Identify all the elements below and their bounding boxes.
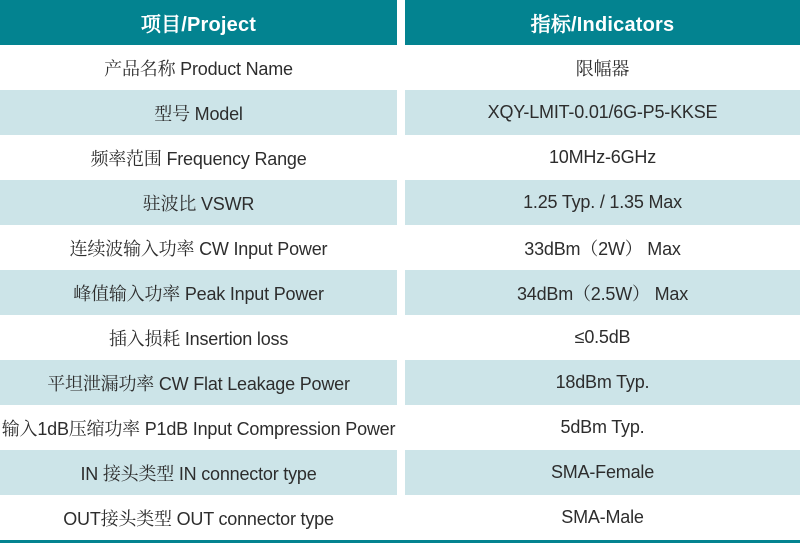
column-gutter bbox=[397, 315, 405, 360]
spec-label: 驻波比 VSWR bbox=[0, 180, 397, 225]
spec-value: SMA-Female bbox=[405, 450, 800, 495]
spec-label: OUT接头类型 OUT connector type bbox=[0, 495, 397, 540]
spec-value: 33dBm（2W） Max bbox=[405, 225, 800, 270]
table-row-in-connector bbox=[0, 450, 800, 495]
table-row-out-connector bbox=[0, 495, 800, 540]
table-row-vswr bbox=[0, 180, 800, 225]
spec-value: 限幅器 bbox=[405, 45, 800, 90]
spec-label: 插入损耗 Insertion loss bbox=[0, 315, 397, 360]
column-gutter bbox=[397, 495, 405, 540]
spec-label: 产品名称 Product Name bbox=[0, 45, 397, 90]
column-gutter bbox=[397, 135, 405, 180]
spec-value: ≤0.5dB bbox=[405, 315, 800, 360]
table-row-product-name bbox=[0, 45, 800, 90]
column-gutter bbox=[397, 180, 405, 225]
column-gutter bbox=[397, 45, 405, 90]
spec-label: 连续波输入功率 CW Input Power bbox=[0, 225, 397, 270]
column-gutter bbox=[397, 225, 405, 270]
spec-value: 18dBm Typ. bbox=[405, 360, 800, 405]
header-col-project: 项目/Project bbox=[0, 0, 397, 45]
spec-label: 输入1dB压缩功率 P1dB Input Compression Power bbox=[0, 405, 397, 450]
column-gutter bbox=[397, 0, 405, 45]
spec-value: 34dBm（2.5W） Max bbox=[405, 270, 800, 315]
spec-label: 频率范围 Frequency Range bbox=[0, 135, 397, 180]
spec-label: IN 接头类型 IN connector type bbox=[0, 450, 397, 495]
header-col-indicators: 指标/Indicators bbox=[405, 0, 800, 45]
spec-value: XQY-LMIT-0.01/6G-P5-KKSE bbox=[405, 90, 800, 135]
table-row-p1db-compression bbox=[0, 405, 800, 450]
spec-value: 5dBm Typ. bbox=[405, 405, 800, 450]
spec-value: SMA-Male bbox=[405, 495, 800, 540]
spec-label: 平坦泄漏功率 CW Flat Leakage Power bbox=[0, 360, 397, 405]
column-gutter bbox=[397, 90, 405, 135]
table-row-model bbox=[0, 90, 800, 135]
table-row-peak-input-power bbox=[0, 270, 800, 315]
spec-label: 型号 Model bbox=[0, 90, 397, 135]
column-gutter bbox=[397, 270, 405, 315]
table-row-cw-input-power bbox=[0, 225, 800, 270]
spec-value: 10MHz-6GHz bbox=[405, 135, 800, 180]
column-gutter bbox=[397, 450, 405, 495]
column-gutter bbox=[397, 360, 405, 405]
spec-label: 峰值输入功率 Peak Input Power bbox=[0, 270, 397, 315]
spec-value: 1.25 Typ. / 1.35 Max bbox=[405, 180, 800, 225]
table-row-flat-leakage-power bbox=[0, 360, 800, 405]
table-row-frequency-range bbox=[0, 135, 800, 180]
column-gutter bbox=[397, 405, 405, 450]
table-row-insertion-loss bbox=[0, 315, 800, 360]
table-header-row bbox=[0, 0, 800, 45]
